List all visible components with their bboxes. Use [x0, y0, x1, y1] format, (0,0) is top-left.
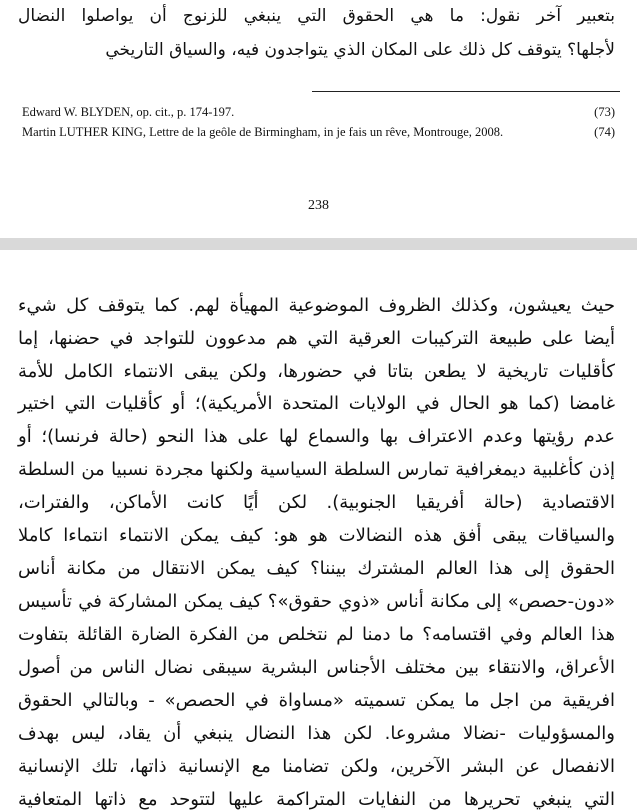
body-line: هذا العالم وفي اقتسامه؟ ما دمنا لم نتخلص من الفكرة الضارة القائلة بتفاوت [18, 624, 615, 645]
body-line: أيضا على طبيعة التركيبات العرقية التي هم مدعوون للتواجد في حضنها، إما [18, 328, 615, 349]
body-line: الأعراق، والانتقاء بين مختلف الأجناس البشرية سيبقى نضال الناس من أصول [18, 657, 615, 678]
body-line: التي ينبغي تحريرها من النفايات المتراكمة عليها لتتوحد مع ذاتها المتعافية [18, 789, 615, 810]
body-line: الحقوق إلى هذا العالم المشترك بيننا؟ كيف يمكن الانتقال من مكانة أناس [18, 558, 615, 579]
footnote [22, 104, 615, 120]
body-line: حيث يعيشون، وكذلك الظروف الموضوعية المهيأة لهم. كما يتوقف كل شيء [18, 295, 615, 316]
page-separator [0, 238, 637, 250]
body-line: عدم رؤيتها وعدم الاعتراف بها والسماع لها على هذا النحو (حالة فرنسا)؛ أو [18, 426, 615, 447]
footnote [22, 124, 615, 140]
body-line: بتعبير آخر نقول: ما هي الحقوق التي ينبغي للزنوج أن يواصلوا النضال [18, 6, 615, 26]
body-line: لأجلها؟ يتوقف كل ذلك على المكان الذي يتواجدون فيه، والسياق التاريخي [105, 40, 615, 60]
body-line: غامضا (كما هو الحال في الولايات المتحدة الأمريكية)؛ أو كأقليات التي اختير [18, 393, 615, 414]
footnote-number: (73) [594, 105, 615, 119]
body-line: والسياقات يبقى أفق هذه النضالات هو هو: كيف يمكن الانتماء انتماءا كاملا [18, 525, 615, 546]
body-line: «دون-حصص» إلى مكانة أناس «ذوي حقوق»؟ كيف يمكن المشاركة في تأسيس [18, 591, 615, 612]
body-line: الاقتصادية (حالة أفريقيا الجنوبية). لكن أيًا كانت الأماكن، والفترات، [18, 492, 615, 513]
body-line: والمسؤوليات -نضالا مشروعا. لكن هذا النضال ينبغي أن يقاد، ليس بهدف [18, 723, 615, 744]
body-line: الانفصال عن البشر الآخرين، ولكن تضامنا مع الإنسانية ذاتها، تلك الإنسانية [18, 756, 615, 777]
body-line: كأقليات تاريخية لا يطعن بتاتا في حضورها، ولكن يبقى الانتماء الكامل للأمة [18, 361, 615, 382]
footnote-text: Edward W. BLYDEN, op. cit., p. 174-197. [22, 105, 235, 119]
page-number: 238 [308, 198, 329, 213]
body-line: افريقية من اجل ما يمكن تسميته «مساواة في الحصص» - وبالتالي الحقوق [18, 690, 615, 711]
footnote-divider [312, 91, 620, 92]
footnote-number: (74) [594, 125, 615, 139]
top-page [0, 0, 637, 238]
bottom-page [0, 250, 637, 810]
body-line: إذن كأغلبية ديمغرافية تمارس السلطة السياسية ولكنها مجردة نسبيا من السلطة [18, 459, 615, 480]
footnote-text: Martin LUTHER KING, Lettre de la geôle de Birmingham, in je fais un rêve, Montrouge, 2008. [22, 125, 504, 139]
